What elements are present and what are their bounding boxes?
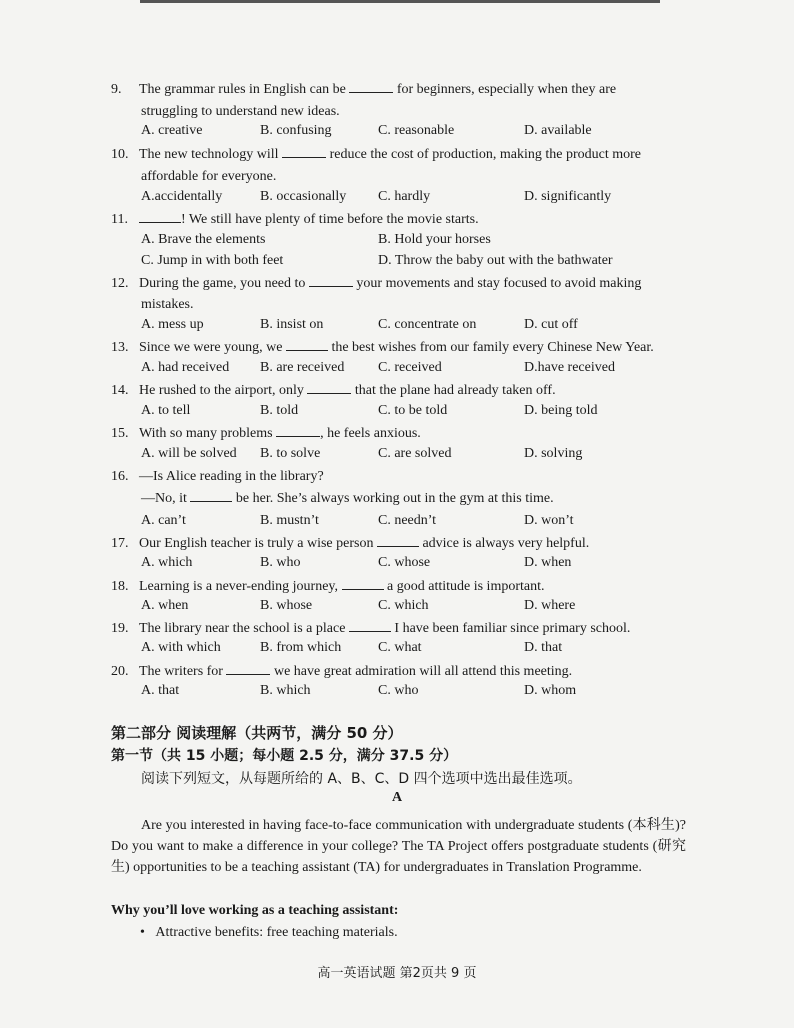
question-10 bbox=[111, 145, 641, 165]
option-b: B. Hold your horses bbox=[378, 232, 491, 247]
option-b: B. which bbox=[260, 683, 311, 698]
reply-end: be her. She’s always working out in the gym at this time. bbox=[235, 491, 554, 506]
passage-paragraph: Are you interested in having face-to-face communication with undergraduate students (本科生)? Do you want to make a difference in your college? The TA Project offers postgraduate students (研究生) opportunities to be a teaching assistant (TA) for undergraduates in Translation Programme. bbox=[111, 818, 686, 875]
option-a: A. mess up bbox=[141, 317, 204, 332]
question-16 bbox=[111, 467, 324, 487]
option-b: B. occasionally bbox=[260, 189, 347, 204]
question-number: 13. bbox=[111, 340, 129, 355]
answer-blank bbox=[190, 489, 232, 502]
option-c: C. needn’t bbox=[378, 513, 437, 528]
answer-blank bbox=[282, 145, 326, 158]
answer-blank bbox=[349, 619, 391, 632]
question-11 bbox=[111, 210, 479, 230]
question-stem-continued: struggling to understand new ideas. bbox=[141, 104, 340, 119]
option-a: A.accidentally bbox=[141, 189, 223, 204]
option-b: B. insist on bbox=[260, 317, 324, 332]
option-c: C. what bbox=[378, 640, 422, 655]
question-stem: The library near the school is a place bbox=[139, 621, 346, 636]
option-c: C. are solved bbox=[378, 446, 452, 461]
option-a: A. Brave the elements bbox=[141, 232, 266, 247]
option-d: D. when bbox=[524, 555, 572, 570]
question-number: 11. bbox=[111, 212, 128, 227]
option-c: C. to be told bbox=[378, 403, 448, 418]
option-a: A. when bbox=[141, 598, 189, 613]
option-b: B. who bbox=[260, 555, 301, 570]
option-a: A. can’t bbox=[141, 513, 186, 528]
question-number: 15. bbox=[111, 426, 129, 441]
bullet-item bbox=[140, 925, 398, 941]
question-18 bbox=[111, 577, 545, 597]
answer-blank bbox=[307, 381, 351, 394]
option-c: C. concentrate on bbox=[378, 317, 477, 332]
option-b: B. mustn’t bbox=[260, 513, 319, 528]
option-d: D. whom bbox=[524, 683, 577, 698]
reply-start: —No, it bbox=[141, 491, 187, 506]
question-stem-end: your movements and stay focused to avoid making bbox=[356, 276, 642, 291]
option-d: D. won’t bbox=[524, 513, 574, 528]
option-a: A. had received bbox=[141, 360, 230, 375]
option-c: C. received bbox=[378, 360, 442, 375]
question-13 bbox=[111, 338, 654, 358]
option-a: A. creative bbox=[141, 123, 203, 138]
answer-blank bbox=[342, 577, 384, 590]
question-14 bbox=[111, 381, 556, 401]
answer-blank bbox=[139, 210, 181, 223]
bullet-dot-icon: • bbox=[140, 925, 145, 940]
top-border-line bbox=[140, 0, 660, 3]
question-stem-continued: mistakes. bbox=[141, 297, 194, 312]
option-d: D.have received bbox=[524, 360, 615, 375]
question-number: 10. bbox=[111, 147, 129, 162]
question-stem-end: we have great admiration will all attend this meeting. bbox=[273, 664, 573, 679]
question-stem: —Is Alice reading in the library? bbox=[139, 469, 324, 484]
question-16-reply bbox=[141, 489, 554, 509]
question-stem: During the game, you need to bbox=[139, 276, 306, 291]
option-a: A. will be solved bbox=[141, 446, 237, 461]
question-17 bbox=[111, 534, 589, 554]
option-b: B. whose bbox=[260, 598, 313, 613]
answer-blank bbox=[276, 424, 320, 437]
question-stem-end: advice is always very helpful. bbox=[422, 536, 590, 551]
option-c: C. whose bbox=[378, 555, 431, 570]
section-1-title: 第一节（共 15 小题；每小题 2.5 分，满分 37.5 分） bbox=[111, 748, 458, 764]
question-stem: Since we were young, we bbox=[139, 340, 283, 355]
question-12 bbox=[111, 274, 641, 294]
question-stem-continued: affordable for everyone. bbox=[141, 169, 277, 184]
question-stem: Learning is a never-ending journey, bbox=[139, 579, 339, 594]
part-2-title: 第二部分 阅读理解（共两节，满分 50 分） bbox=[111, 724, 403, 742]
question-stem: The new technology will bbox=[139, 147, 279, 162]
option-d: D. available bbox=[524, 123, 592, 138]
bullet-text: Attractive benefits: free teaching materials. bbox=[155, 925, 398, 940]
question-stem: With so many problems bbox=[139, 426, 273, 441]
question-20 bbox=[111, 662, 572, 682]
option-b: B. confusing bbox=[260, 123, 332, 138]
question-stem-end: I have been familiar since primary school. bbox=[394, 621, 631, 636]
option-a: A. with which bbox=[141, 640, 221, 655]
option-c: C. reasonable bbox=[378, 123, 455, 138]
option-b: B. told bbox=[260, 403, 299, 418]
answer-blank bbox=[286, 338, 328, 351]
question-stem: The grammar rules in English can be bbox=[139, 82, 346, 97]
option-d: D. where bbox=[524, 598, 576, 613]
answer-blank bbox=[349, 80, 393, 93]
option-b: B. are received bbox=[260, 360, 345, 375]
passage-letter: A bbox=[391, 790, 403, 805]
option-a: A. which bbox=[141, 555, 193, 570]
question-number: 9. bbox=[111, 82, 122, 97]
question-stem-end: reduce the cost of production, making the product more bbox=[329, 147, 641, 162]
question-stem: The writers for bbox=[139, 664, 223, 679]
why-heading: Why you’ll love working as a teaching assistant: bbox=[111, 903, 399, 918]
option-c: C. who bbox=[378, 683, 419, 698]
option-c: C. hardly bbox=[378, 189, 431, 204]
question-stem-end: ! We still have plenty of time before the movie starts. bbox=[181, 212, 479, 227]
option-d: D. Throw the baby out with the bathwater bbox=[378, 253, 613, 268]
question-number: 18. bbox=[111, 579, 129, 594]
page-footer: 高一英语试题 第2页共 9 页 bbox=[317, 966, 477, 981]
option-a: A. that bbox=[141, 683, 180, 698]
question-number: 16. bbox=[111, 469, 129, 484]
question-stem-end: a good attitude is important. bbox=[387, 579, 545, 594]
option-d: D. cut off bbox=[524, 317, 578, 332]
answer-blank bbox=[226, 662, 270, 675]
instructions: 阅读下列短文，从每题所给的 A、B、C、D 四个选项中选出最佳选项。 bbox=[141, 771, 582, 787]
question-9 bbox=[111, 80, 616, 100]
question-stem: Our English teacher is truly a wise person bbox=[139, 536, 374, 551]
question-number: 19. bbox=[111, 621, 129, 636]
question-stem: He rushed to the airport, only bbox=[139, 383, 304, 398]
question-stem-end: the best wishes from our family every Chinese New Year. bbox=[331, 340, 654, 355]
question-number: 20. bbox=[111, 664, 129, 679]
question-15 bbox=[111, 424, 421, 444]
option-c: C. Jump in with both feet bbox=[141, 253, 284, 268]
answer-blank bbox=[309, 274, 353, 287]
question-stem-end: for beginners, especially when they are bbox=[396, 82, 617, 97]
question-stem-end: , he feels anxious. bbox=[320, 426, 421, 441]
option-d: D. that bbox=[524, 640, 563, 655]
option-d: D. being told bbox=[524, 403, 598, 418]
option-a: A. to tell bbox=[141, 403, 191, 418]
question-number: 14. bbox=[111, 383, 129, 398]
question-stem-end: that the plane had already taken off. bbox=[354, 383, 556, 398]
option-c: C. which bbox=[378, 598, 429, 613]
question-19 bbox=[111, 619, 630, 639]
option-b: B. to solve bbox=[260, 446, 321, 461]
answer-blank bbox=[377, 534, 419, 547]
question-number: 17. bbox=[111, 536, 129, 551]
option-d: D. solving bbox=[524, 446, 583, 461]
option-b: B. from which bbox=[260, 640, 342, 655]
question-number: 12. bbox=[111, 276, 129, 291]
option-d: D. significantly bbox=[524, 189, 612, 204]
